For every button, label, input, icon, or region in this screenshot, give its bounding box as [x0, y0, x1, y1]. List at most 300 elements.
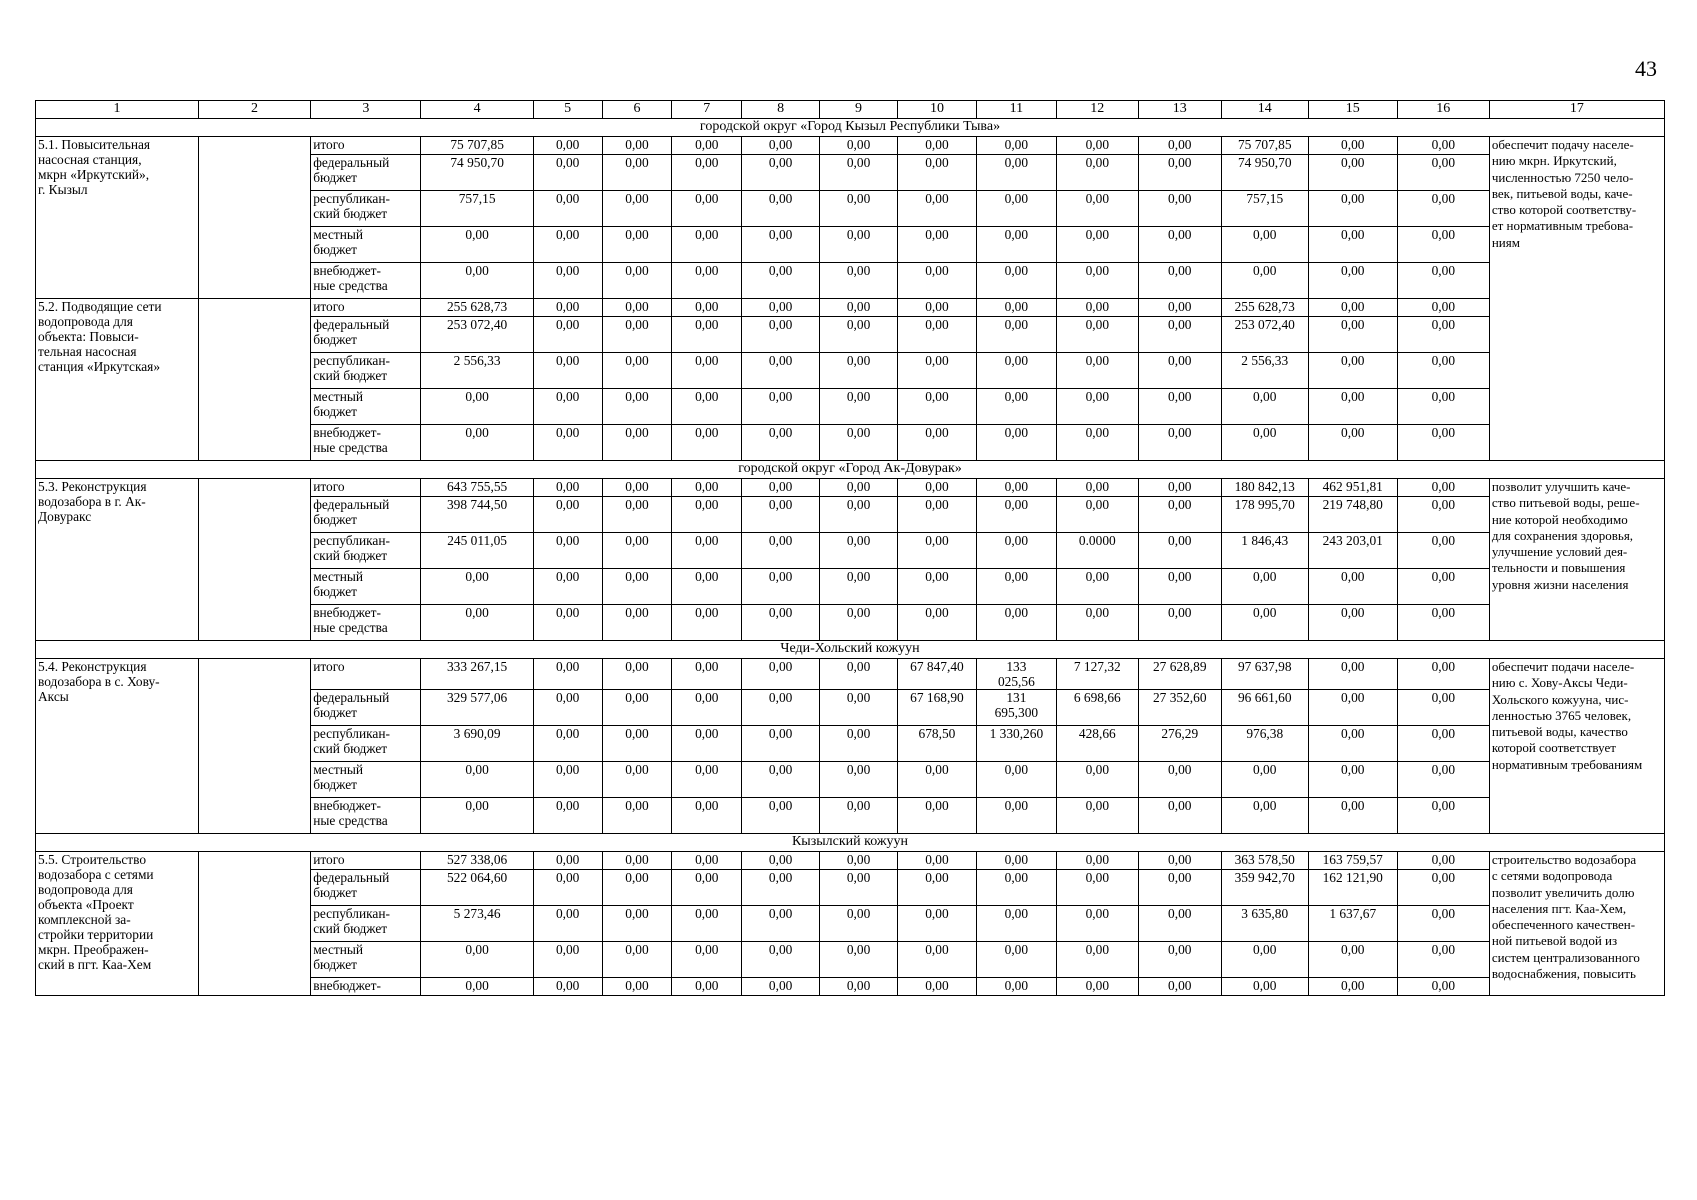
value-cell: 0,00	[1056, 353, 1138, 389]
object-name: 5.5. Строительство водозабора с сетями водопровода для объекта «Проект комплексной за- стройки территории мкрн. Преображен- ский в пгт. Каа-Хем	[36, 852, 199, 996]
column-number-header: 12	[1056, 101, 1138, 119]
value-cell: 0,00	[533, 726, 602, 762]
value-cell: 0,00	[602, 533, 672, 569]
value-cell: 3 635,80	[1221, 906, 1308, 942]
value-cell: 0,00	[1308, 569, 1397, 605]
value-cell: 0,00	[976, 191, 1056, 227]
value-cell: 0,00	[1221, 978, 1308, 996]
column-number-header: 5	[533, 101, 602, 119]
value-cell: 0,00	[421, 425, 533, 461]
value-cell: 0,00	[1138, 263, 1221, 299]
value-cell: 0,00	[1308, 690, 1397, 726]
value-cell: 0,00	[820, 263, 898, 299]
empty-cell	[198, 479, 310, 641]
value-cell: 0,00	[672, 569, 742, 605]
value-cell: 75 707,85	[1221, 137, 1308, 155]
value-cell: 0,00	[672, 137, 742, 155]
value-cell: 0,00	[898, 479, 977, 497]
value-cell: 0,00	[421, 605, 533, 641]
funding-source: федеральный бюджет	[311, 317, 421, 353]
object-name: 5.4. Реконструкция водозабора в с. Хову- Аксы	[36, 659, 199, 834]
column-number-header: 13	[1138, 101, 1221, 119]
value-cell: 0,00	[1056, 942, 1138, 978]
value-cell: 0,00	[602, 906, 672, 942]
value-cell: 0,00	[1308, 263, 1397, 299]
value-cell: 0,00	[421, 798, 533, 834]
value-cell: 0,00	[1138, 569, 1221, 605]
value-cell: 0,00	[742, 690, 820, 726]
value-cell: 0,00	[1056, 425, 1138, 461]
value-cell: 0,00	[672, 978, 742, 996]
value-cell: 0,00	[672, 191, 742, 227]
value-cell: 0,00	[533, 263, 602, 299]
budget-table	[35, 100, 1665, 996]
value-cell: 0,00	[898, 978, 977, 996]
value-cell: 3 690,09	[421, 726, 533, 762]
value-cell: 0,00	[976, 425, 1056, 461]
value-cell: 359 942,70	[1221, 870, 1308, 906]
funding-source: внебюджет- ные средства	[311, 263, 421, 299]
empty-cell	[198, 659, 310, 834]
value-cell: 0,00	[1308, 762, 1397, 798]
result-note: позволит улучшить каче- ство питьевой воды, реше- ние которой необходимо для сохранения здоровья, улучшение условий дея- тельности и повышения уровня жизни населения	[1489, 479, 1664, 641]
value-cell: 0,00	[1397, 659, 1489, 690]
value-cell: 163 759,57	[1308, 852, 1397, 870]
value-cell: 0,00	[1221, 798, 1308, 834]
value-cell: 0,00	[672, 497, 742, 533]
value-cell: 0,00	[742, 497, 820, 533]
value-cell: 363 578,50	[1221, 852, 1308, 870]
value-cell: 0,00	[1397, 191, 1489, 227]
value-cell: 522 064,60	[421, 870, 533, 906]
value-cell: 0.0000	[1056, 533, 1138, 569]
value-cell: 219 748,80	[1308, 497, 1397, 533]
value-cell: 0,00	[976, 978, 1056, 996]
value-cell: 0,00	[1308, 798, 1397, 834]
value-cell: 0,00	[742, 479, 820, 497]
value-cell: 0,00	[742, 870, 820, 906]
value-cell: 0,00	[1138, 389, 1221, 425]
value-cell: 0,00	[820, 659, 898, 690]
value-cell: 0,00	[820, 137, 898, 155]
value-cell: 0,00	[533, 533, 602, 569]
value-cell: 180 842,13	[1221, 479, 1308, 497]
value-cell: 0,00	[1056, 762, 1138, 798]
value-cell: 1 330,260	[976, 726, 1056, 762]
column-number-header: 3	[311, 101, 421, 119]
value-cell: 0,00	[1221, 227, 1308, 263]
value-cell: 0,00	[742, 659, 820, 690]
column-number-header: 15	[1308, 101, 1397, 119]
value-cell: 0,00	[1397, 425, 1489, 461]
value-cell: 0,00	[898, 870, 977, 906]
funding-source: внебюджет- ные средства	[311, 798, 421, 834]
value-cell: 0,00	[898, 852, 977, 870]
value-cell: 0,00	[898, 317, 977, 353]
funding-source: республикан- ский бюджет	[311, 353, 421, 389]
value-cell: 0,00	[742, 762, 820, 798]
value-cell: 0,00	[672, 155, 742, 191]
funding-source: республикан- ский бюджет	[311, 906, 421, 942]
value-cell: 0,00	[672, 906, 742, 942]
value-cell: 0,00	[1397, 353, 1489, 389]
value-cell: 0,00	[898, 942, 977, 978]
value-cell: 0,00	[1308, 978, 1397, 996]
value-cell: 0,00	[533, 798, 602, 834]
value-cell: 0,00	[742, 155, 820, 191]
value-cell: 0,00	[976, 870, 1056, 906]
value-cell: 0,00	[898, 263, 977, 299]
value-cell: 0,00	[672, 798, 742, 834]
value-cell: 0,00	[672, 726, 742, 762]
value-cell: 0,00	[672, 690, 742, 726]
value-cell: 0,00	[1308, 227, 1397, 263]
funding-source: итого	[311, 659, 421, 690]
funding-source: итого	[311, 137, 421, 155]
value-cell: 0,00	[820, 317, 898, 353]
value-cell: 0,00	[1056, 852, 1138, 870]
funding-source: итого	[311, 299, 421, 317]
value-cell: 0,00	[602, 155, 672, 191]
value-cell: 74 950,70	[1221, 155, 1308, 191]
value-cell: 0,00	[533, 155, 602, 191]
funding-source: местный бюджет	[311, 569, 421, 605]
value-cell: 527 338,06	[421, 852, 533, 870]
value-cell: 0,00	[421, 389, 533, 425]
value-cell: 0,00	[820, 191, 898, 227]
value-cell: 0,00	[421, 978, 533, 996]
value-cell: 0,00	[1397, 726, 1489, 762]
value-cell: 757,15	[421, 191, 533, 227]
value-cell: 0,00	[672, 299, 742, 317]
funding-source: местный бюджет	[311, 942, 421, 978]
value-cell: 0,00	[742, 317, 820, 353]
value-cell: 0,00	[1138, 906, 1221, 942]
value-cell: 0,00	[602, 605, 672, 641]
value-cell: 67 168,90	[898, 690, 977, 726]
value-cell: 0,00	[742, 389, 820, 425]
value-cell: 178 995,70	[1221, 497, 1308, 533]
value-cell: 0,00	[976, 389, 1056, 425]
value-cell: 0,00	[1221, 942, 1308, 978]
funding-source: республикан- ский бюджет	[311, 191, 421, 227]
value-cell: 0,00	[1308, 942, 1397, 978]
value-cell: 0,00	[533, 317, 602, 353]
value-cell: 0,00	[533, 978, 602, 996]
value-cell: 0,00	[1308, 191, 1397, 227]
value-cell: 0,00	[1308, 155, 1397, 191]
value-cell: 0,00	[976, 263, 1056, 299]
value-cell: 0,00	[1397, 906, 1489, 942]
value-cell: 0,00	[898, 605, 977, 641]
funding-source: итого	[311, 852, 421, 870]
column-number-header: 2	[198, 101, 310, 119]
value-cell: 0,00	[672, 479, 742, 497]
value-cell: 0,00	[672, 852, 742, 870]
funding-source: внебюджет-	[311, 978, 421, 996]
value-cell: 398 744,50	[421, 497, 533, 533]
value-cell: 0,00	[742, 533, 820, 569]
value-cell: 0,00	[898, 137, 977, 155]
value-cell: 0,00	[1138, 533, 1221, 569]
value-cell: 0,00	[1056, 263, 1138, 299]
value-cell: 0,00	[672, 762, 742, 798]
value-cell: 462 951,81	[1308, 479, 1397, 497]
value-cell: 0,00	[672, 605, 742, 641]
value-cell: 0,00	[976, 605, 1056, 641]
value-cell: 0,00	[820, 906, 898, 942]
value-cell: 0,00	[1138, 762, 1221, 798]
value-cell: 0,00	[533, 479, 602, 497]
value-cell: 133 025,56	[976, 659, 1056, 690]
value-cell: 0,00	[820, 227, 898, 263]
section-title: Чеди-Хольский кожуун	[36, 641, 1665, 659]
value-cell: 0,00	[742, 906, 820, 942]
value-cell: 0,00	[602, 353, 672, 389]
value-cell: 0,00	[820, 353, 898, 389]
value-cell: 0,00	[1308, 605, 1397, 641]
value-cell: 0,00	[1138, 978, 1221, 996]
value-cell: 7 127,32	[1056, 659, 1138, 690]
value-cell: 0,00	[742, 263, 820, 299]
value-cell: 0,00	[1397, 497, 1489, 533]
value-cell: 0,00	[1138, 479, 1221, 497]
value-cell: 0,00	[820, 726, 898, 762]
value-cell: 0,00	[820, 978, 898, 996]
value-cell: 0,00	[976, 479, 1056, 497]
value-cell: 0,00	[533, 191, 602, 227]
value-cell: 0,00	[976, 852, 1056, 870]
value-cell: 0,00	[1138, 353, 1221, 389]
funding-source: федеральный бюджет	[311, 690, 421, 726]
value-cell: 0,00	[421, 942, 533, 978]
table-row	[36, 852, 1665, 870]
value-cell: 0,00	[533, 762, 602, 798]
value-cell: 0,00	[742, 137, 820, 155]
value-cell: 0,00	[1397, 605, 1489, 641]
value-cell: 0,00	[820, 479, 898, 497]
value-cell: 0,00	[898, 227, 977, 263]
value-cell: 0,00	[533, 659, 602, 690]
value-cell: 333 267,15	[421, 659, 533, 690]
table-row	[36, 299, 1665, 317]
value-cell: 0,00	[742, 569, 820, 605]
value-cell: 1 637,67	[1308, 906, 1397, 942]
value-cell: 0,00	[1138, 191, 1221, 227]
funding-source: местный бюджет	[311, 227, 421, 263]
value-cell: 0,00	[602, 798, 672, 834]
value-cell: 0,00	[1138, 137, 1221, 155]
value-cell: 0,00	[533, 605, 602, 641]
empty-cell	[198, 299, 310, 461]
header-row	[36, 101, 1665, 119]
value-cell: 0,00	[672, 942, 742, 978]
value-cell: 428,66	[1056, 726, 1138, 762]
value-cell: 0,00	[820, 690, 898, 726]
value-cell: 255 628,73	[421, 299, 533, 317]
section-row	[36, 461, 1665, 479]
value-cell: 0,00	[1221, 389, 1308, 425]
value-cell: 0,00	[1138, 425, 1221, 461]
value-cell: 0,00	[602, 227, 672, 263]
value-cell: 0,00	[1056, 137, 1138, 155]
value-cell: 0,00	[742, 942, 820, 978]
value-cell: 0,00	[421, 263, 533, 299]
value-cell: 0,00	[602, 852, 672, 870]
value-cell: 0,00	[672, 659, 742, 690]
value-cell: 0,00	[421, 227, 533, 263]
value-cell: 0,00	[602, 978, 672, 996]
value-cell: 0,00	[602, 191, 672, 227]
value-cell: 0,00	[820, 605, 898, 641]
column-number-header: 4	[421, 101, 533, 119]
value-cell: 0,00	[742, 726, 820, 762]
value-cell: 0,00	[898, 299, 977, 317]
value-cell: 0,00	[976, 353, 1056, 389]
value-cell: 0,00	[602, 690, 672, 726]
value-cell: 0,00	[976, 317, 1056, 353]
page-number: 43	[1635, 56, 1657, 81]
value-cell: 0,00	[820, 942, 898, 978]
value-cell: 0,00	[976, 227, 1056, 263]
value-cell: 0,00	[820, 852, 898, 870]
value-cell: 0,00	[602, 263, 672, 299]
value-cell: 97 637,98	[1221, 659, 1308, 690]
column-number-header: 16	[1397, 101, 1489, 119]
value-cell: 0,00	[976, 942, 1056, 978]
value-cell: 0,00	[1397, 690, 1489, 726]
value-cell: 0,00	[976, 906, 1056, 942]
value-cell: 0,00	[1221, 263, 1308, 299]
value-cell: 0,00	[898, 906, 977, 942]
value-cell: 0,00	[1397, 852, 1489, 870]
value-cell: 0,00	[533, 569, 602, 605]
value-cell: 0,00	[1056, 389, 1138, 425]
value-cell: 0,00	[533, 852, 602, 870]
funding-source: федеральный бюджет	[311, 155, 421, 191]
value-cell: 0,00	[1056, 569, 1138, 605]
value-cell: 2 556,33	[1221, 353, 1308, 389]
value-cell: 0,00	[533, 227, 602, 263]
value-cell: 74 950,70	[421, 155, 533, 191]
value-cell: 6 698,66	[1056, 690, 1138, 726]
value-cell: 276,29	[1138, 726, 1221, 762]
value-cell: 0,00	[820, 870, 898, 906]
value-cell: 0,00	[898, 389, 977, 425]
funding-source: республикан- ский бюджет	[311, 533, 421, 569]
value-cell: 0,00	[820, 299, 898, 317]
value-cell: 0,00	[421, 762, 533, 798]
object-name: 5.2. Подводящие сети водопровода для объекта: Повыси- тельная насосная станция «Иркутская»	[36, 299, 199, 461]
value-cell: 0,00	[1138, 227, 1221, 263]
section-title: городской округ «Город Кызыл Республики Тыва»	[36, 119, 1665, 137]
value-cell: 0,00	[1056, 605, 1138, 641]
value-cell: 0,00	[1056, 299, 1138, 317]
value-cell: 0,00	[672, 389, 742, 425]
empty-cell	[198, 852, 310, 996]
value-cell: 0,00	[898, 762, 977, 798]
value-cell: 0,00	[898, 533, 977, 569]
column-number-header: 10	[898, 101, 977, 119]
value-cell: 0,00	[672, 353, 742, 389]
value-cell: 0,00	[1056, 870, 1138, 906]
value-cell: 0,00	[1138, 942, 1221, 978]
value-cell: 0,00	[602, 659, 672, 690]
value-cell: 0,00	[898, 798, 977, 834]
value-cell: 0,00	[742, 191, 820, 227]
value-cell: 0,00	[1221, 605, 1308, 641]
value-cell: 0,00	[602, 569, 672, 605]
value-cell: 0,00	[602, 425, 672, 461]
value-cell: 0,00	[820, 497, 898, 533]
value-cell: 0,00	[1056, 227, 1138, 263]
value-cell: 0,00	[898, 155, 977, 191]
value-cell: 0,00	[742, 978, 820, 996]
funding-source: местный бюджет	[311, 389, 421, 425]
value-cell: 253 072,40	[421, 317, 533, 353]
value-cell: 0,00	[1397, 942, 1489, 978]
value-cell: 0,00	[1221, 569, 1308, 605]
value-cell: 0,00	[1397, 798, 1489, 834]
value-cell: 0,00	[1397, 389, 1489, 425]
value-cell: 0,00	[1056, 497, 1138, 533]
column-number-header: 9	[820, 101, 898, 119]
value-cell: 0,00	[602, 497, 672, 533]
value-cell: 0,00	[976, 299, 1056, 317]
value-cell: 0,00	[1138, 299, 1221, 317]
value-cell: 0,00	[421, 569, 533, 605]
value-cell: 0,00	[533, 389, 602, 425]
column-number-header: 7	[672, 101, 742, 119]
value-cell: 0,00	[672, 263, 742, 299]
value-cell: 0,00	[533, 353, 602, 389]
value-cell: 0,00	[1221, 425, 1308, 461]
table-row	[36, 137, 1665, 155]
value-cell: 0,00	[820, 389, 898, 425]
value-cell: 0,00	[1397, 299, 1489, 317]
value-cell: 0,00	[533, 906, 602, 942]
value-cell: 0,00	[1308, 389, 1397, 425]
value-cell: 0,00	[533, 870, 602, 906]
value-cell: 1 846,43	[1221, 533, 1308, 569]
value-cell: 0,00	[1308, 299, 1397, 317]
value-cell: 0,00	[1397, 137, 1489, 155]
value-cell: 0,00	[672, 227, 742, 263]
funding-source: федеральный бюджет	[311, 870, 421, 906]
value-cell: 0,00	[1056, 191, 1138, 227]
value-cell: 67 847,40	[898, 659, 977, 690]
value-cell: 0,00	[820, 798, 898, 834]
value-cell: 0,00	[533, 425, 602, 461]
value-cell: 0,00	[533, 137, 602, 155]
value-cell: 0,00	[1397, 479, 1489, 497]
value-cell: 643 755,55	[421, 479, 533, 497]
value-cell: 0,00	[898, 425, 977, 461]
funding-source: внебюджет- ные средства	[311, 605, 421, 641]
value-cell: 0,00	[672, 425, 742, 461]
column-number-header: 6	[602, 101, 672, 119]
value-cell: 0,00	[976, 137, 1056, 155]
section-row	[36, 641, 1665, 659]
value-cell: 253 072,40	[1221, 317, 1308, 353]
value-cell: 5 273,46	[421, 906, 533, 942]
value-cell: 0,00	[1397, 155, 1489, 191]
section-row	[36, 119, 1665, 137]
empty-cell	[198, 137, 310, 299]
value-cell: 0,00	[1397, 263, 1489, 299]
value-cell: 0,00	[602, 762, 672, 798]
value-cell: 0,00	[1056, 798, 1138, 834]
